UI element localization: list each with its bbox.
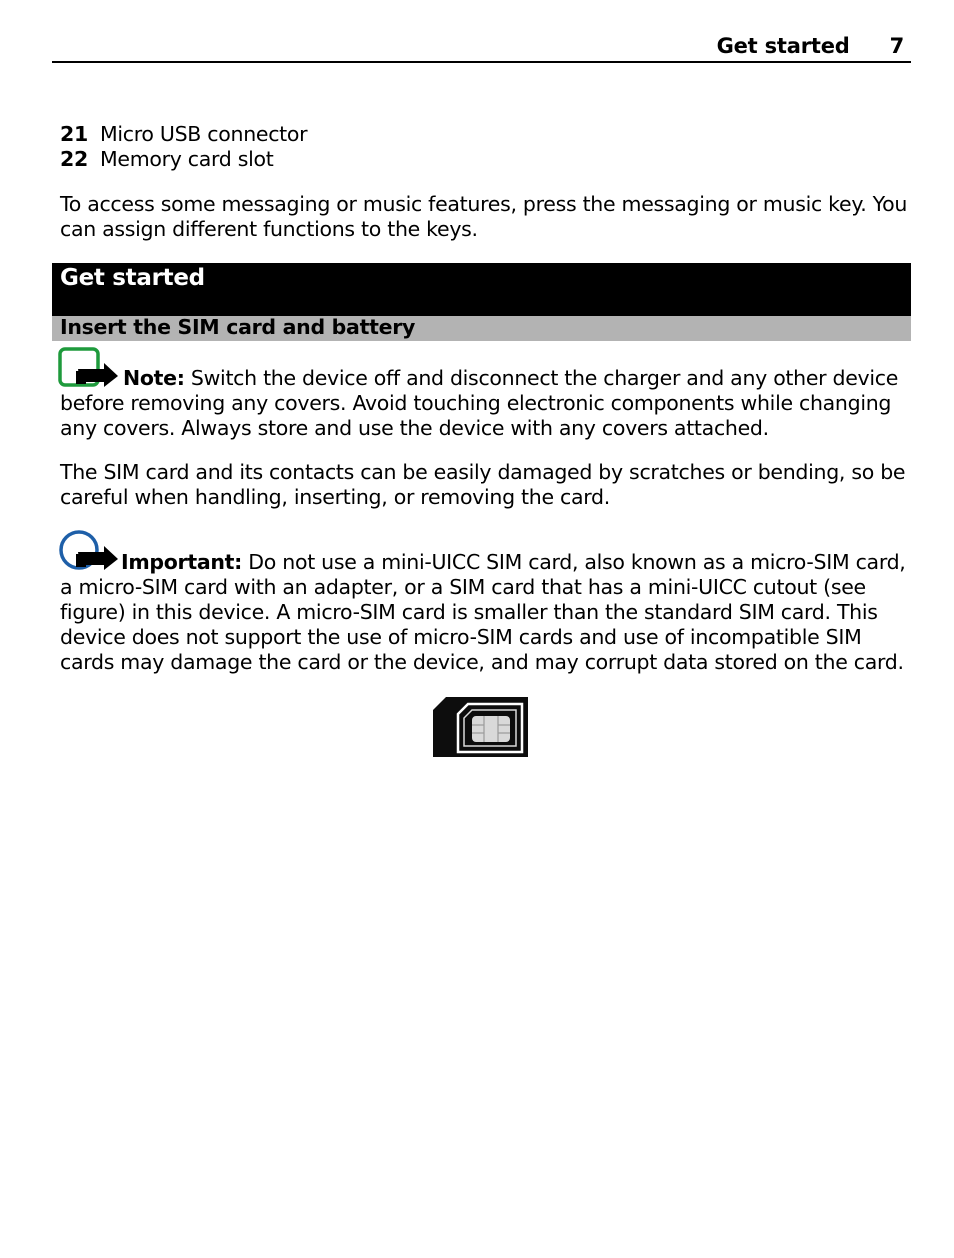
note-text: Switch the device off and disconnect the charger and any other device before removing any covers. Avoid touching electronic components while changing any covers. Always store and use the device with any covers attached. bbox=[60, 366, 899, 440]
page-number: 7 bbox=[889, 34, 904, 58]
legend-number: 21 bbox=[60, 122, 88, 146]
subsection-title: Insert the SIM card and battery bbox=[60, 315, 416, 339]
intro-paragraph: To access some messaging or music features, press the messaging or music key. You can assign different functions to the keys. bbox=[60, 192, 908, 241]
section-title: Get started bbox=[60, 265, 205, 291]
legend-list bbox=[60, 122, 910, 172]
header-rule bbox=[52, 61, 911, 63]
running-header-section: Get started bbox=[716, 34, 850, 58]
legend-item bbox=[60, 147, 910, 172]
legend-label: Memory card slot bbox=[100, 147, 274, 171]
legend-label: Micro USB connector bbox=[100, 122, 308, 146]
note-label: Note: bbox=[123, 366, 185, 390]
important-text: Do not use a mini-UICC SIM card, also known as a micro-SIM card, a micro-SIM card with an adapter, or a SIM card that has a mini-UICC cutout (see figure) in this device. A micro-SIM card is smaller than the standard SIM card. This device does not support the use of micro-SIM cards and use of incompatible SIM cards may damage the card or the device, and may corrupt data stored on the card. bbox=[60, 550, 906, 674]
sim-care-paragraph: The SIM card and its contacts can be easily damaged by scratches or bending, so be careful when handling, inserting, or removing the card. bbox=[60, 460, 906, 509]
important-label: Important: bbox=[121, 550, 243, 574]
legend-item bbox=[60, 122, 910, 147]
important-paragraph bbox=[60, 550, 910, 675]
mini-uicc-sim-figure bbox=[432, 696, 530, 758]
subsection-heading-bar bbox=[52, 316, 911, 341]
note-paragraph bbox=[60, 366, 910, 441]
running-header bbox=[717, 34, 904, 58]
legend-number: 22 bbox=[60, 147, 88, 171]
section-heading-bar bbox=[52, 263, 911, 316]
